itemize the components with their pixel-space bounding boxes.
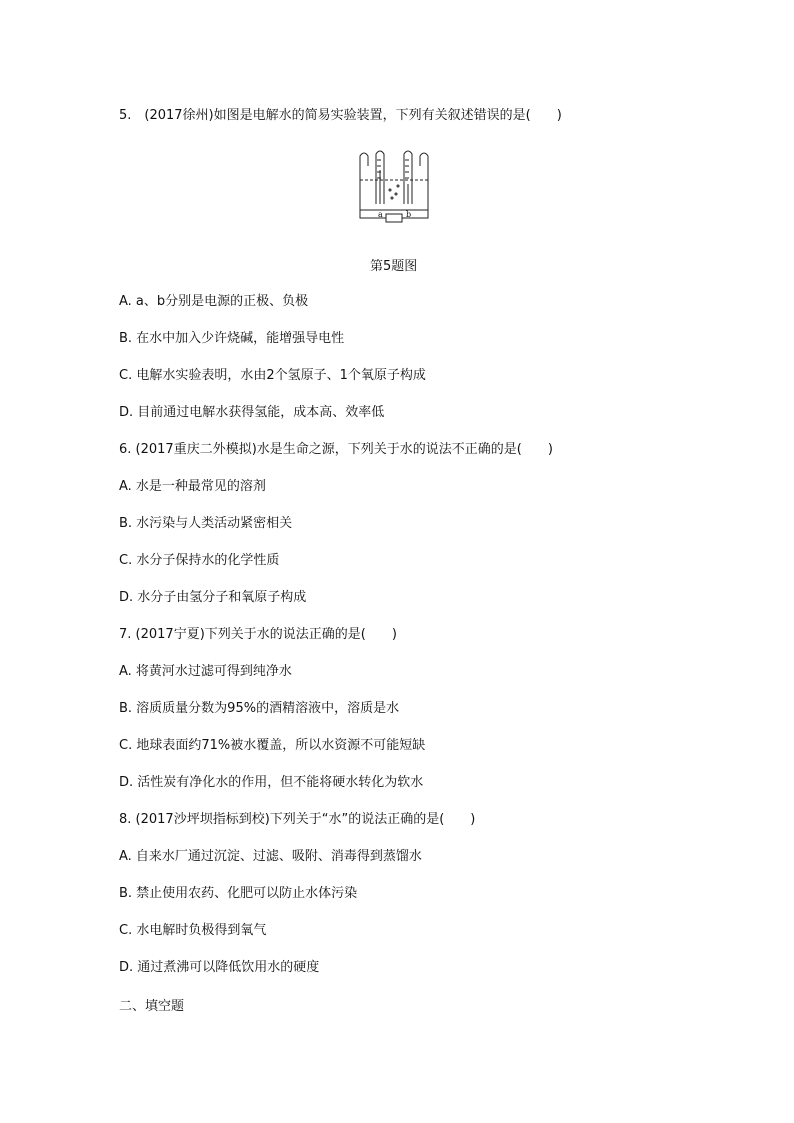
question-6-option-d: D. 水分子由氢分子和氧原子构成 xyxy=(119,590,307,605)
question-6-option-c: C. 水分子保持水的化学性质 xyxy=(119,553,280,568)
section-heading: 二、填空题 xyxy=(119,999,185,1014)
question-5-option-c: C. 电解水实验表明，水由2个氢原子、1个氧原子构成 xyxy=(119,368,426,383)
question-7-stem: 7. (2017宁夏)下列关于水的说法正确的是( ) xyxy=(119,627,397,642)
question-5-option-a: A. a、b分别是电源的正极、负极 xyxy=(119,294,309,309)
question-5-option-d: D. 目前通过电解水获得氢能，成本高、效率低 xyxy=(119,405,385,420)
question-7-option-a: A. 将黄河水过滤可得到纯净水 xyxy=(119,664,292,679)
question-7-option-b: B. 溶质质量分数为95%的酒精溶液中，溶质是水 xyxy=(119,701,400,716)
question-8-stem: 8. (2017沙坪坝指标到校)下列关于“水”的说法正确的是( ) xyxy=(119,812,476,827)
question-5-option-b: B. 在水中加入少许烧碱，能增强导电性 xyxy=(119,331,345,346)
question-5-stem: 5. (2017徐州)如图是电解水的简易实验装置，下列有关叙述错误的是( ) xyxy=(119,108,562,123)
electrolysis-apparatus-diagram xyxy=(354,146,434,232)
electrode-a-label: a xyxy=(378,210,383,219)
question-8-option-d: D. 通过煮沸可以降低饮用水的硬度 xyxy=(119,960,320,975)
figure-caption: 第5题图 xyxy=(370,259,418,274)
question-6-option-a: A. 水是一种最常见的溶剂 xyxy=(119,479,266,494)
question-7-option-c: C. 地球表面约71%被水覆盖，所以水资源不可能短缺 xyxy=(119,738,426,753)
question-8-option-b: B. 禁止使用农药、化肥可以防止水体污染 xyxy=(119,886,358,901)
question-8-option-c: C. 水电解时负极得到氧气 xyxy=(119,923,267,938)
electrolysis-apparatus-figure xyxy=(354,146,434,232)
electrode-b-label: b xyxy=(406,210,412,219)
question-8-option-a: A. 自来水厂通过沉淀、过滤、吸附、消毒得到蒸馏水 xyxy=(119,849,422,864)
question-6-stem: 6. (2017重庆二外模拟)水是生命之源，下列关于水的说法不正确的是( ) xyxy=(119,442,553,457)
question-6-option-b: B. 水污染与人类活动紧密相关 xyxy=(119,516,293,531)
question-7-option-d: D. 活性炭有净化水的作用，但不能将硬水转化为软水 xyxy=(119,775,424,790)
